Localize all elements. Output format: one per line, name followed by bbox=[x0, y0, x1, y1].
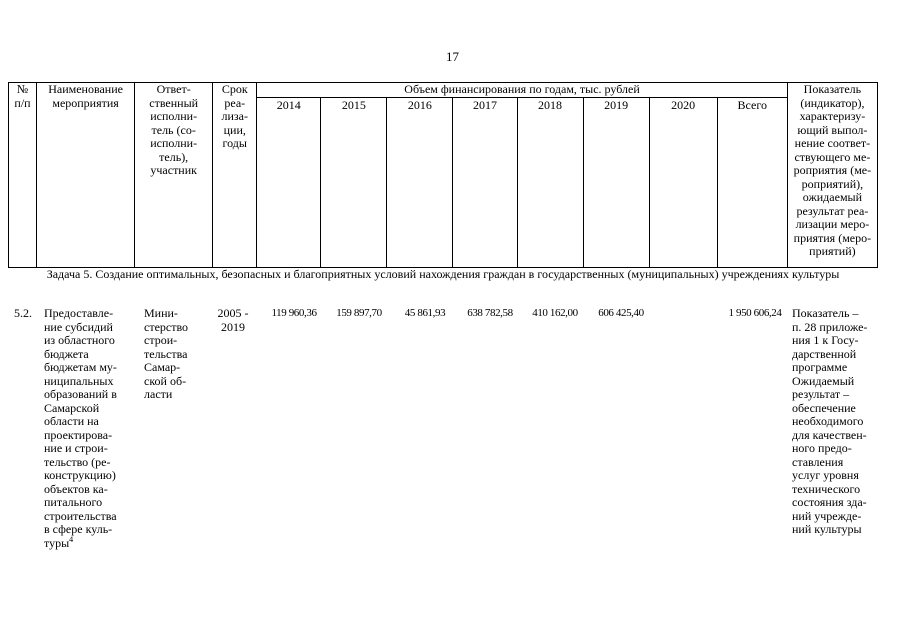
value-total: 1 950 606,24 bbox=[728, 307, 782, 319]
row-number: 5.2. bbox=[14, 306, 32, 320]
value-2016: 45 861,93 bbox=[404, 307, 446, 319]
value-2018: 410 162,00 bbox=[532, 307, 578, 319]
header-total: Всего bbox=[717, 97, 787, 267]
header-year-2018: 2018 bbox=[517, 97, 583, 267]
header-table bbox=[8, 82, 878, 268]
header-col-funding: Объем финансирования по годам, тыс. рублей bbox=[257, 83, 788, 98]
row-term: 2005 - 2019 bbox=[217, 306, 249, 334]
header-col-name: Наименование мероприятия bbox=[37, 83, 135, 268]
header-year-2014: 2014 bbox=[257, 97, 321, 267]
header-year-2015: 2015 bbox=[321, 97, 387, 267]
header-col-term: Срок реа- лиза- ции, годы bbox=[213, 83, 257, 268]
value-2014: 119 960,36 bbox=[271, 307, 317, 319]
value-2019: 606 425,40 bbox=[598, 307, 644, 319]
row-executor: Мини- стерство строи- тельства Самар- ской об- ласти bbox=[144, 306, 189, 401]
value-2017: 638 782,58 bbox=[467, 307, 513, 319]
header-col-num: № п/п bbox=[9, 83, 37, 268]
row-name: Предоставле- ние субсидий из областного бюджета бюджетам му- ниципальных образований в Самарской области на проектирова- ние и строи- тельство (ре- конструкцию) объектов ка- питального строительства в сфере куль- туры$^4$ bbox=[44, 306, 117, 550]
row-name-footnote: 4 bbox=[69, 534, 74, 544]
header-col-indicator: Показатель (индикатор), характеризу- ющий выпол- нение соответ- ствующего ме- роприятия (ме- роприятий), ожидаемый результат реа- лизации меро- приятия (меро- приятий) bbox=[787, 83, 877, 268]
task-title: Задача 5. Создание оптимальных, безопасных и благоприятных условий нахождения граждан в государственных (муниципальных) учреждениях культуры bbox=[46, 267, 840, 281]
header-col-executor: Ответ- ственный исполни- тель (со- исполни- тель), участник bbox=[135, 83, 213, 268]
header-year-2020: 2020 bbox=[649, 97, 717, 267]
page-number: 17 bbox=[446, 49, 459, 64]
header-year-2019: 2019 bbox=[583, 97, 649, 267]
header-year-2017: 2017 bbox=[453, 97, 517, 267]
row-indicator: Показатель – п. 28 приложе- ния 1 к Госу- дарственной программе Ожидаемый результат – обеспечение необходимого для качествен- ного предо- ставления услуг уровня технического состояния зда- ний учрежде- ний культуры bbox=[792, 306, 868, 536]
value-2015: 159 897,70 bbox=[336, 307, 382, 319]
header-year-2016: 2016 bbox=[387, 97, 453, 267]
